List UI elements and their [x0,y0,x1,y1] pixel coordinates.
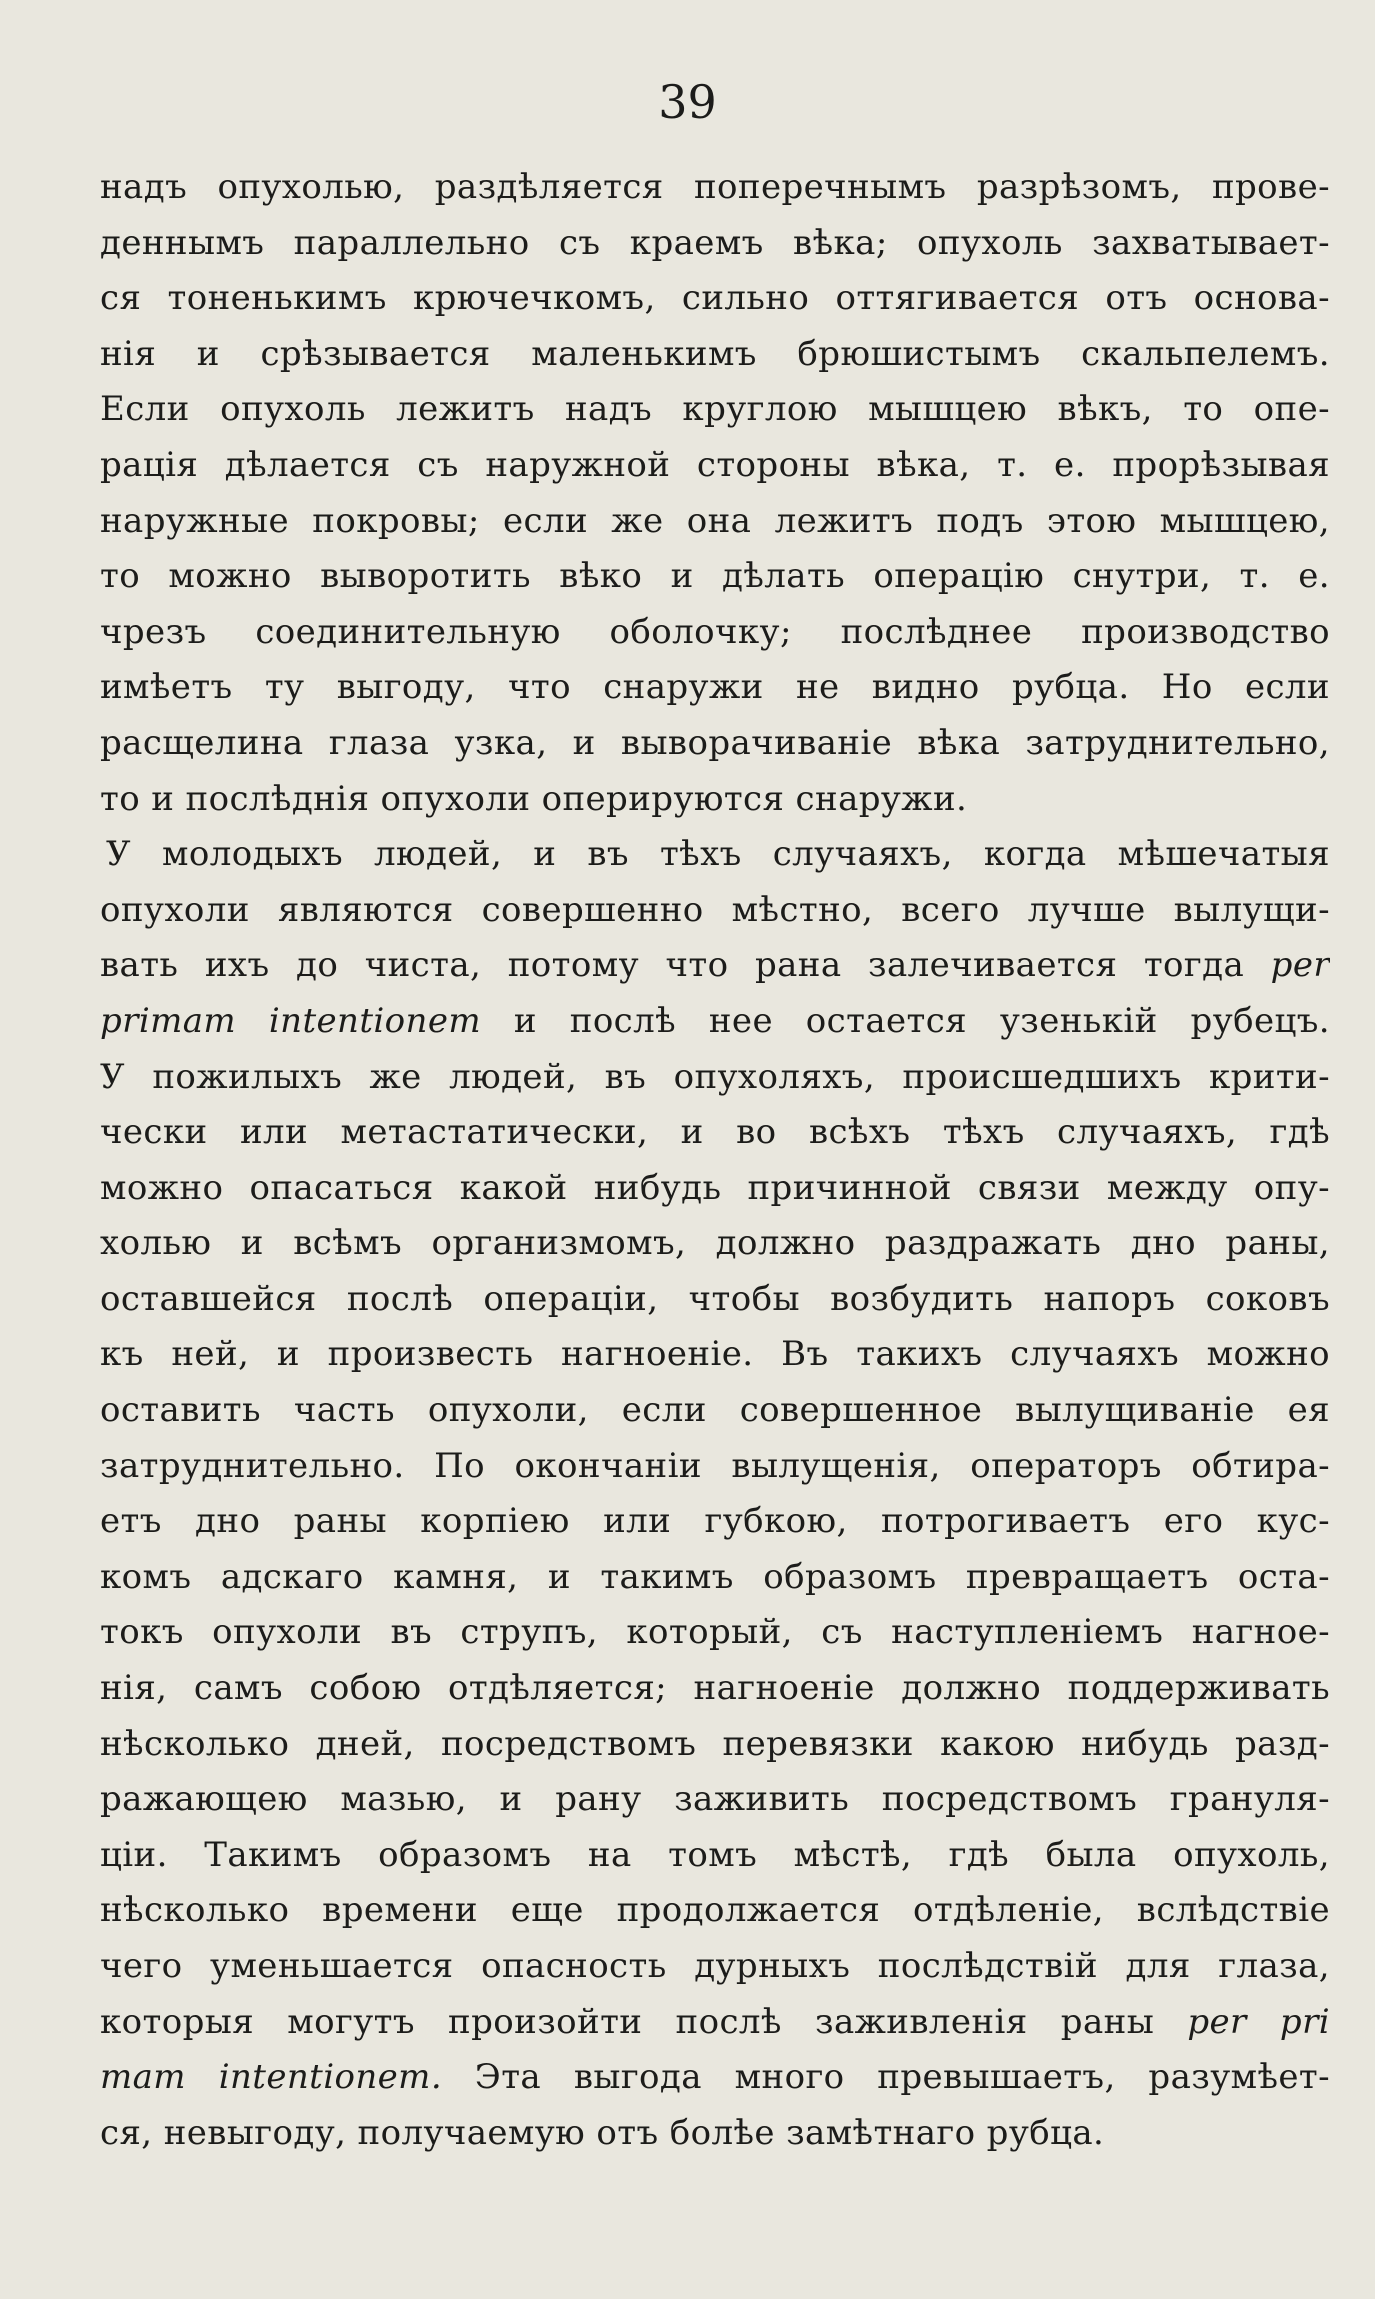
text-run: У пожилыхъ же людей, въ опухоляхъ, происшедшихъ крити- [100,1056,1330,1097]
text-run: и послѣ нее остается узенькiй рубецъ. [481,1000,1330,1041]
text-line [100,1105,1330,1161]
text-line [100,494,1330,550]
text-run: наружные покровы; если же она лежитъ подъ этою мышцею, [100,500,1330,541]
text-run: можно опасаться какой нибудь причинной связи между опу- [100,1167,1330,1208]
text-run: затруднительно. По окончаніи вылущенія, операторъ обтира- [100,1445,1330,1486]
text-line [100,160,1330,216]
text-run: то можно выворотить вѣко и дѣлать операцію снутри, т. е. [100,556,1330,597]
text-line [100,271,1330,327]
text-line [100,216,1330,272]
text-line [100,1883,1330,1939]
text-line [100,327,1330,383]
text-line [100,549,1330,605]
text-line [100,382,1330,438]
italic-latin-run: per [1270,945,1330,986]
text-line [100,1383,1330,1439]
text-line [100,2106,1330,2162]
text-run: къ ней, и произвесть нагноенiе. Въ такихъ случаяхъ можно [100,1334,1330,1375]
text-run: ся, невыгоду, получаемую отъ болѣе замѣтнаго рубца. [100,2112,1105,2153]
text-run: токъ опухоли въ струпъ, который, съ наступленiемъ нагное- [100,1612,1330,1653]
text-run: оставшейся послѣ операціи, чтобы возбудить напоръ соковъ [100,1278,1330,1319]
text-line [100,660,1330,716]
text-line [100,1327,1330,1383]
text-run: нѣсколько дней, посредствомъ перевязки какою нибудь разд- [100,1723,1330,1764]
text-line [100,1772,1330,1828]
text-run: которыя могутъ произойти послѣ заживленія раны [100,2001,1188,2042]
text-line [100,1939,1330,1995]
body-text [100,160,1330,2161]
text-run: комъ адскаго камня, и такимъ образомъ превращаетъ оста- [100,1556,1330,1597]
text-line [100,1439,1330,1495]
text-line [100,772,1330,828]
text-line [100,1605,1330,1661]
text-run: надъ опухолью, раздѣляется поперечнымъ разрѣзомъ, прове- [100,167,1330,207]
text-line [100,827,1330,883]
italic-latin-run: mam intentionem. [100,2057,443,2098]
text-run: холью и всѣмъ организмомъ, должно раздражать дно раны, [100,1223,1330,1264]
page-number: 39 [658,75,717,129]
text-run: ціи. Такимъ образомъ на томъ мѣстѣ, гдѣ была опухоль, [100,1834,1330,1875]
text-run: рація дѣлается съ наружной стороны вѣка, т. е. прорѣзывая [100,444,1330,485]
text-line [100,438,1330,494]
text-run: чего уменьшается опасность дурныхъ послѣдствiй для глаза, [100,1946,1330,1986]
text-run: вать ихъ до чиста, потому что рана залечивается тогда [100,945,1271,986]
text-run: расщелина глаза узка, и выворачиванiе вѣка затруднительно, [100,722,1330,763]
text-run: нія, самъ собою отдѣляется; нагноенiе должно поддерживать [100,1668,1330,1709]
text-run: Эта выгода много превышаетъ, разумѣет- [442,2057,1330,2098]
text-line [100,1995,1330,2051]
text-line [100,2050,1330,2106]
text-line [100,1216,1330,1272]
text-run: У молодыхъ людей, и въ тѣхъ случаяхъ, когда мѣшечатыя [106,834,1330,875]
italic-latin-run: primam intentionem [100,1000,482,1041]
text-run: чески или метастатически, и во всѣхъ тѣхъ случаяхъ, гдѣ [100,1112,1330,1153]
text-line [100,1494,1330,1550]
text-line [100,883,1330,939]
text-run: то и послѣднія опухоли оперируются снаружи. [100,778,968,819]
text-line [100,1272,1330,1328]
text-line [100,1550,1330,1606]
text-line [100,1050,1330,1106]
text-line [100,1828,1330,1884]
text-run: имѣетъ ту выгоду, что снаружи не видно рубца. Но если [100,667,1330,708]
text-run: деннымъ параллельно съ краемъ вѣка; опухоль захватывает- [100,222,1330,263]
text-line [100,994,1330,1050]
text-run: нѣсколько времени еще продолжается отдѣленiе, вслѣдствiе [100,1890,1330,1931]
text-line [100,1717,1330,1773]
text-run: Если опухоль лежитъ надъ круглою мышцею вѣкъ, то опе- [100,389,1330,430]
text-run: нія и срѣзывается маленькимъ брюшистымъ скальпелемъ. [100,333,1330,374]
text-line [100,1661,1330,1717]
text-line [100,716,1330,772]
text-run: оставить часть опухоли, если совершенное вылущиванiе ея [100,1390,1330,1431]
italic-latin-run: per pri [1187,2001,1330,2042]
text-line [100,1161,1330,1217]
text-run: опухоли являются совершенно мѣстно, всего лучше вылущи- [100,889,1330,930]
text-run: етъ дно раны корпіею или губкою, потрогиваетъ его кус- [100,1501,1330,1542]
text-run: ражающею мазью, и рану заживить посредствомъ грануля- [100,1779,1330,1820]
text-line [100,605,1330,661]
text-run: чрезъ соединительную оболочку; послѣднее производство [100,611,1330,652]
text-line [100,938,1330,994]
text-run: ся тоненькимъ крючечкомъ, сильно оттягивается отъ основа- [100,278,1330,319]
